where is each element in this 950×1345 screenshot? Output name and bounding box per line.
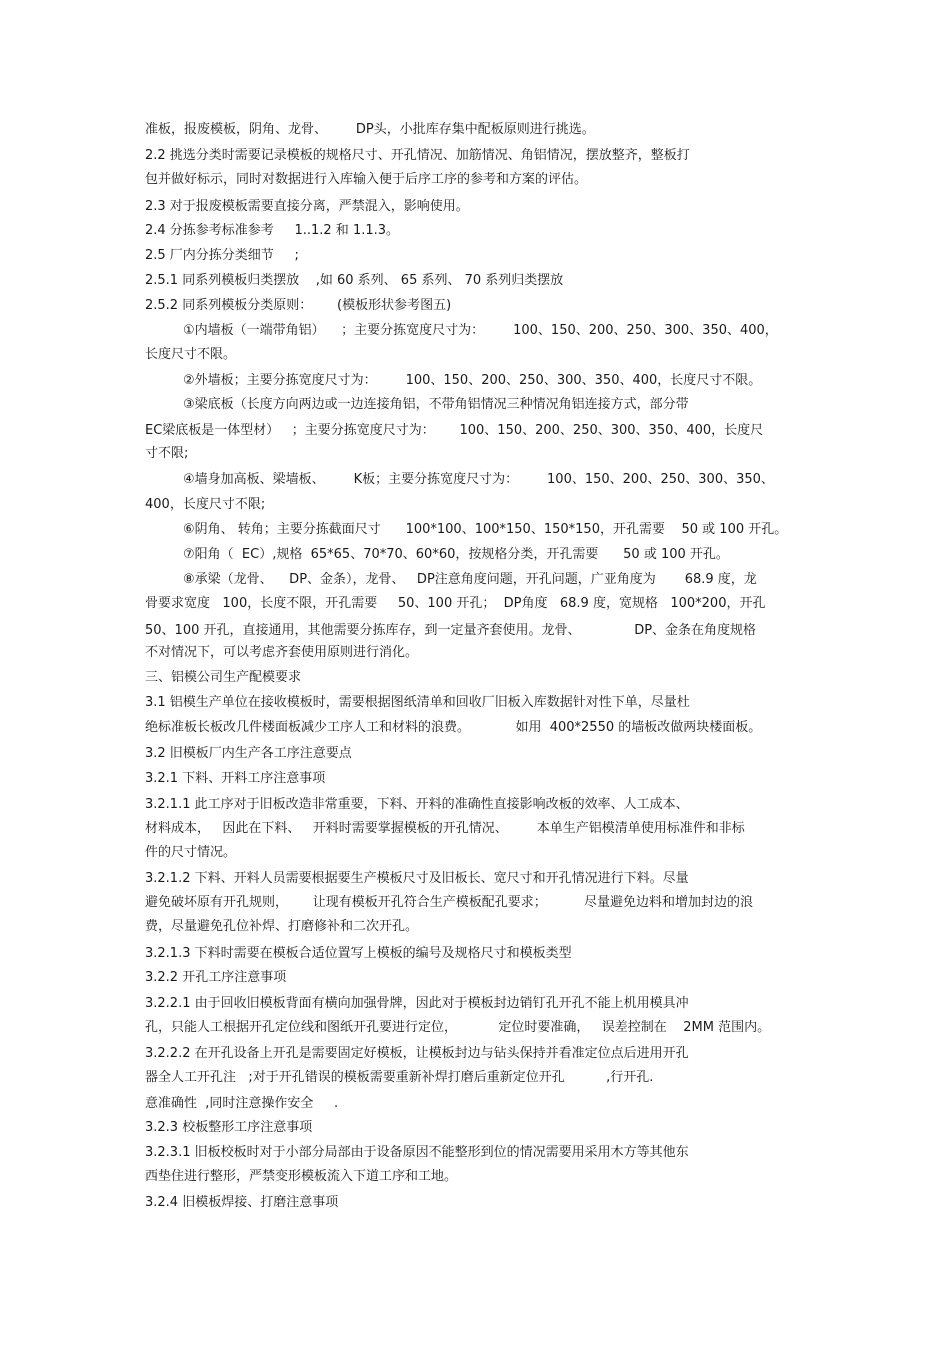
text-line: ⑥阴角、 转角；主要分拣截面尺寸 100*100、100*150、150*150，开孔需要 50 或 100 开孔。 <box>183 522 788 537</box>
text-line: 50、100 开孔，直接通用，其他需要分拣库存，到一定量齐套使用。龙骨、 DP、金条在角度规格 <box>145 623 757 638</box>
text-line: 3.2.3 校板整形工序注意事项 <box>145 1120 313 1135</box>
text-line: 不对情况下，可以考虑齐套使用原则进行消化。 <box>145 645 419 660</box>
text-line: 绝标准板长板改几件楼面板减少工序人工和材料的浪费。 如用 400*2550 的墙板改做两块楼面板。 <box>145 720 762 735</box>
text-line: EC梁底板是一体型材） ；主要分拣宽度尺寸为： 100、150、200、250、300、350、400，长度尺 <box>145 423 764 438</box>
text-line: 2.2 挑选分类时需要记录模板的规格尺寸、开孔情况、加筋情况、角铝情况，摆放整齐，整板打 <box>145 148 690 163</box>
text-line: ③梁底板（长度方向两边或一边连接角铝，不带角铝情况三种情况角铝连接方式，部分带 <box>183 397 689 412</box>
text-line: 3.1 铝模生产单位在接收模板时，需要根据图纸清单和回收厂旧板入库数据针对性下单，尽量杜 <box>145 695 690 710</box>
text-line: 3.2.3.1 旧板校板时对于小部分局部由于设备原因不能整形到位的情况需要用采用木方等其他东 <box>145 1145 689 1160</box>
text-line: 3.2.2.1 由于回收旧模板背面有横向加强骨牌，因此对于模板封边销钉孔开孔不能上机用模具冲 <box>145 996 689 1011</box>
text-line: 骨要求宽度 100，长度不限，开孔需要 50、100 开孔； DP角度 68.9 度，宽规格 100*200，开孔 <box>145 596 766 611</box>
text-line: 400，长度尺寸不限; <box>145 497 266 512</box>
text-line: 件的尺寸情况。 <box>145 845 237 860</box>
text-line: 3.2.2 开孔工序注意事项 <box>145 970 287 985</box>
text-line: 费，尽量避免孔位补焊、打磨修补和二次开孔。 <box>145 919 419 934</box>
text-line: 3.2.2.2 在开孔设备上开孔是需要固定好模板，让模板封边与钻头保持并看准定位点后进用开孔 <box>145 1046 689 1061</box>
text-line: 3.2.1.2 下料、开料人员需要根据要生产模板尺寸及旧板长、宽尺寸和开孔情况进行下料。尽量 <box>145 871 689 886</box>
text-line: 3.2.4 旧模板焊接、打磨注意事项 <box>145 1195 339 1210</box>
text-line: ⑧承梁（龙骨、 DP、金条），龙骨、 DP注意角度问题，开孔问题，广亚角度为 68.9 度，龙 <box>183 572 757 587</box>
text-line: 2.3 对于报废模板需要直接分离，严禁混入，影响使用。 <box>145 199 469 214</box>
text-line: 2.5.2 同系列模板分类原则： (模板形状参考图五) <box>145 298 452 313</box>
text-line: 材料成本， 因此在下料、 开料时需要掌握模板的开孔情况、 本单生产铝模清单使用标准件和非标 <box>145 821 745 836</box>
text-line: 长度尺寸不限。 <box>145 347 237 362</box>
text-line: 3.2 旧模板厂内生产各工序注意要点 <box>145 746 352 761</box>
section-heading: 三、铝模公司生产配模要求 <box>145 670 302 685</box>
text-line: ⑦阳角（ EC）,规格 65*65、70*70、60*60，按规格分类，开孔需要 50 或 100 开孔。 <box>183 547 729 562</box>
text-line: 避免破坏原有开孔规则， 让现有模板开孔符合生产模板配孔要求； 尽量避免边料和增加封边的浪 <box>145 895 753 910</box>
text-line: ①内墙板（一端带角铝） ；主要分拣宽度尺寸为： 100、150、200、250、300、350、400， <box>183 323 778 338</box>
text-line: ④墙身加高板、梁墙板、 K板；主要分拣宽度尺寸为： 100、150、200、250、300、350、 <box>183 472 774 487</box>
text-line: 西垫住进行整形，严禁变形模板流入下道工序和工地。 <box>145 1169 458 1184</box>
text-line: 2.5 厂内分拣分类细节 ; <box>145 248 299 263</box>
text-line: 3.2.1.1 此工序对于旧板改造非常重要，下料、开料的准确性直接影响改板的效率、人工成本、 <box>145 797 689 812</box>
text-line: ②外墙板；主要分拣宽度尺寸为： 100、150、200、250、300、350、400，长度尺寸不限。 <box>183 373 762 388</box>
text-line: 2.4 分拣参考标准参考 1..1.2 和 1.1.3。 <box>145 223 400 238</box>
text-line: 意准确性 ,同时注意操作安全 . <box>145 1096 339 1111</box>
text-line: 寸不限; <box>145 446 189 461</box>
text-line: 包并做好标示，同时对数据进行入库输入便于后序工序的参考和方案的评估。 <box>145 172 588 187</box>
text-line: 2.5.1 同系列模板归类摆放 ,如 60 系列、 65 系列、 70 系列归类摆放 <box>145 273 564 288</box>
text-line: 孔，只能人工根据开孔定位线和图纸开孔要进行定位， 定位时要准确， 误差控制在 2MM 范围内。 <box>145 1020 771 1035</box>
text-line: 3.2.1 下料、开料工序注意事项 <box>145 771 326 786</box>
text-line: 3.2.1.3 下料时需要在模板合适位置写上模板的编号及规格尺寸和模板类型 <box>145 946 572 961</box>
text-line: 器全人工开孔注 ;对于开孔错误的模板需要重新补焊打磨后重新定位开孔 ,行开孔. <box>145 1070 654 1085</box>
text-line: 准板，报废模板，阴角、龙骨、 DP头，小批库存集中配板原则进行挑选。 <box>145 122 595 137</box>
